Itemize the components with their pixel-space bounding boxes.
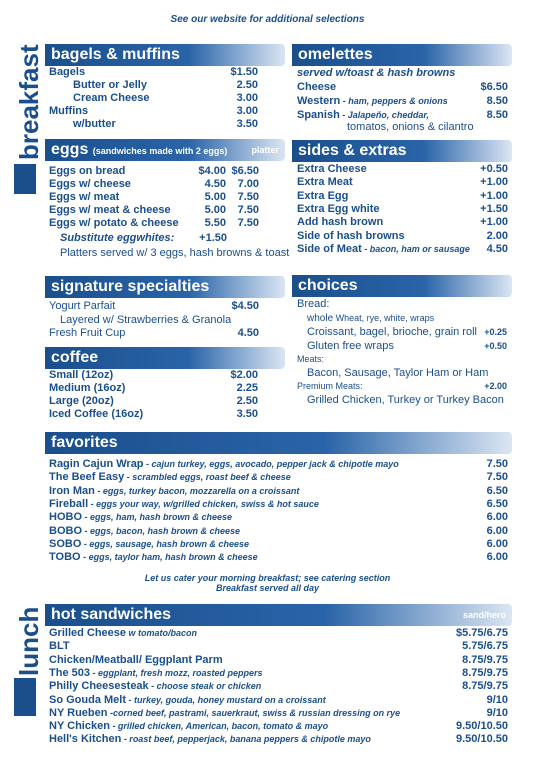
bagels-title: bagels & muffins — [51, 46, 180, 63]
item-label: Small (12oz) — [49, 369, 114, 381]
item-description: - bacon, ham or sausage — [361, 243, 470, 254]
list-item — [49, 382, 125, 395]
favorites-title: favorites — [51, 434, 118, 451]
item-label: Cream Cheese — [73, 92, 150, 104]
item-label: SOBO — [49, 537, 82, 550]
list-item — [49, 79, 147, 92]
sides-header — [292, 140, 512, 162]
item-label: Iron Man — [49, 484, 95, 497]
bread-options-1: whole Wheat, rye, white, wraps — [307, 313, 435, 324]
item-description: - grilled chicken, American, bacon, tomato & mayo — [109, 721, 329, 732]
list-item — [49, 551, 258, 564]
list-item — [297, 230, 405, 243]
premium-meats-price: +2.00 — [484, 381, 507, 391]
item-price: 6.00 — [486, 537, 508, 550]
item-label: Medium (16oz) — [49, 382, 126, 394]
item-price: 4.50 — [204, 178, 226, 190]
item-price: 5.00 — [204, 204, 226, 216]
item-price: 6.00 — [486, 524, 508, 537]
item-description: - choose steak or chicken — [148, 681, 262, 692]
item-price: 3.00 — [236, 92, 258, 104]
item-price: 3.50 — [236, 118, 258, 130]
omelettes-subtitle: served w/toast & hash browns — [297, 67, 456, 79]
list-item — [297, 81, 336, 94]
item-label: Spanish — [297, 109, 340, 121]
item-label: Bagels — [49, 66, 86, 78]
item-label: Eggs w/ meat — [49, 191, 120, 203]
item-price: 2.50 — [236, 79, 258, 91]
item-platter-price: 7.00 — [237, 178, 259, 190]
item-description: - eggs your way, w/grilled chicken, swiss & hot sauce — [88, 498, 319, 509]
list-item — [49, 204, 171, 217]
item-label: Butter or Jelly — [73, 79, 147, 91]
item-label: Ragin Cajun Wrap — [49, 458, 144, 470]
list-item — [297, 203, 380, 216]
item-label: NY Chicken — [49, 720, 110, 733]
item-price: 8.50 — [486, 95, 508, 107]
omelettes-header — [292, 44, 512, 66]
item-label: Large (20oz) — [49, 395, 114, 407]
bread-options-3-price: +0.50 — [484, 341, 507, 351]
fruit-cup-label: Fresh Fruit Cup — [49, 327, 126, 339]
choices-title: choices — [298, 277, 358, 294]
item-price: +1.50 — [480, 202, 508, 215]
served-all-day-note: Breakfast served all day — [215, 583, 320, 593]
item-description: - eggs, ham, hash brown & cheese — [82, 512, 233, 523]
item-platter-price: 7.50 — [237, 204, 259, 216]
item-price: 9/10 — [486, 693, 508, 706]
list-item — [49, 92, 149, 105]
item-label: TOBO — [49, 551, 81, 564]
hot-sandwiches-title: hot sandwiches — [51, 606, 172, 623]
item-price: 7.50 — [486, 458, 508, 470]
item-label: w/butter — [73, 118, 116, 130]
item-price: 8.75/9.75 — [462, 653, 508, 666]
list-item — [49, 654, 223, 667]
list-item — [49, 525, 240, 538]
item-price: 2.25 — [236, 382, 258, 394]
bread-options-3: Gluten free wraps — [307, 340, 394, 352]
favorites-header — [45, 432, 512, 454]
item-platter-price: 7.50 — [237, 191, 259, 203]
top-note: See our website for additional selections — [170, 14, 365, 25]
lunch-tab-marker — [14, 678, 36, 716]
item-price: 9.50/10.50 — [456, 733, 508, 746]
breakfast-tab-marker — [14, 164, 36, 194]
item-label: Hell's Kitchen — [49, 733, 122, 746]
item-description: -corned beef, pastrami, sauerkraut, swiss & russian dressing on rye — [107, 707, 401, 718]
list-item — [49, 627, 197, 640]
item-label: Eggs w/ potato & cheese — [49, 217, 179, 229]
list-item — [297, 176, 353, 189]
item-label: So Gouda Melt — [49, 693, 126, 706]
item-description: - Jalapeño, cheddar, — [339, 110, 429, 120]
list-item — [49, 105, 88, 118]
item-label: Extra Meat — [297, 176, 353, 189]
signature-header — [45, 276, 285, 298]
item-label: BLT — [49, 640, 70, 653]
item-price: 5.75/6.75 — [462, 640, 508, 653]
list-item — [297, 243, 470, 256]
item-price: 2.50 — [236, 395, 258, 407]
list-item — [49, 178, 131, 191]
bread-label: Bread: — [297, 298, 330, 310]
item-description: - eggs, turkey bacon, mozzarella on a croissant — [94, 485, 300, 496]
sides-title: sides & extras — [298, 142, 407, 159]
list-item — [49, 498, 319, 511]
item-label: HOBO — [49, 511, 82, 524]
eggs-header — [45, 139, 285, 161]
item-price: $4.00 — [198, 165, 226, 177]
item-label: Eggs w/ cheese — [49, 178, 131, 190]
list-item — [49, 471, 291, 484]
list-item — [297, 216, 383, 229]
item-description: - eggs, sausage, hash brown & cheese — [81, 538, 249, 549]
hot-sandwiches-header — [45, 604, 512, 626]
item-label: Philly Cheesesteak — [49, 680, 149, 693]
item-label: Western — [297, 95, 341, 107]
item-label: Eggs on bread — [49, 165, 126, 177]
item-price: +1.00 — [480, 216, 508, 229]
item-price: 5.50 — [204, 217, 226, 229]
item-label: Muffins — [49, 105, 89, 117]
item-price: 6.50 — [486, 484, 508, 497]
list-item — [49, 680, 261, 693]
list-item — [49, 694, 326, 707]
item-description: - scrambled eggs, roast beef & cheese — [124, 472, 291, 483]
item-price: 5.00 — [204, 191, 226, 203]
omelettes-title: omelettes — [298, 46, 373, 63]
item-label: Fireball — [49, 497, 89, 510]
item-description: - eggplant, fresh mozz, roasted peppers — [89, 667, 263, 678]
list-item — [49, 720, 328, 733]
coffee-title: coffee — [51, 349, 99, 366]
list-item — [49, 458, 399, 471]
bread-options-2-price: +0.25 — [484, 327, 507, 337]
list-item — [49, 395, 114, 408]
item-label: BOBO — [49, 524, 82, 537]
item-price: $6.50 — [480, 81, 508, 93]
item-label: Add hash brown — [297, 216, 384, 229]
list-item — [297, 95, 448, 108]
item-price: 9.50/10.50 — [456, 720, 508, 733]
parfait-note: Layered w/ Strawberries & Granola — [60, 314, 232, 326]
choices-header — [292, 275, 512, 297]
item-label: Side of hash browns — [297, 229, 405, 242]
bagels-header — [45, 44, 285, 66]
platter-column-label: platter — [251, 145, 279, 155]
item-price: 6.50 — [486, 497, 508, 510]
item-label: Grilled Cheese — [49, 627, 127, 639]
item-price: +1.00 — [480, 176, 508, 189]
list-item — [49, 408, 143, 421]
item-description: - roast beef, pepperjack, banana peppers & chipotle mayo — [121, 734, 371, 745]
list-item — [49, 485, 299, 498]
item-label: Extra Egg — [297, 189, 349, 202]
item-label: Iced Coffee (16oz) — [49, 408, 144, 420]
list-item — [49, 118, 116, 131]
list-item — [49, 640, 70, 653]
signature-title: signature specialties — [51, 278, 210, 295]
item-price: $5.75/6.75 — [456, 627, 508, 639]
item-label: Side of Meat — [297, 242, 362, 255]
item-label: The Beef Easy — [49, 471, 125, 484]
item-price: 7.50 — [486, 471, 508, 484]
item-label: Extra Cheese — [297, 163, 367, 175]
item-price: $2.00 — [230, 369, 258, 381]
item-label: Eggs w/ meat & cheese — [49, 204, 171, 216]
item-description: - eggs, bacon, hash brown & cheese — [82, 525, 241, 536]
item-description: - ham, peppers & onions — [340, 96, 448, 106]
list-item — [49, 369, 113, 382]
item-price: 8.75/9.75 — [462, 666, 508, 679]
eggs-subtitle: (sandwiches made with 2 eggs) — [92, 146, 228, 156]
spanish-omelette-desc-cont: tomatos, onions & cilantro — [347, 121, 474, 133]
item-price: 6.00 — [486, 511, 508, 524]
item-label: Extra Egg white — [297, 202, 380, 215]
yogurt-parfait-label: Yogurt Parfait — [49, 300, 116, 312]
list-item — [297, 163, 367, 176]
premium-meats-label: Premium Meats: — [297, 381, 363, 391]
item-platter-price: 7.50 — [237, 217, 259, 229]
item-label: Chicken/Meatball/ Eggplant Parm — [49, 653, 223, 666]
list-item — [49, 511, 232, 524]
item-description: - turkey, gouda, honey mustard on a croissant — [126, 694, 326, 705]
item-price: 4.50 — [486, 242, 508, 255]
yogurt-parfait-price: $4.50 — [231, 300, 259, 312]
catering-note: Let us cater your morning breakfast; see catering section — [144, 573, 391, 583]
breakfast-side-label: breakfast — [14, 44, 44, 160]
meats-options: Bacon, Sausage, Taylor Ham or Ham — [307, 367, 489, 379]
item-price: 2.00 — [486, 229, 508, 242]
item-description: - eggs, taylor ham, hash brown & cheese — [80, 552, 258, 563]
coffee-header — [45, 347, 285, 369]
list-item — [297, 190, 348, 203]
item-price: 3.00 — [236, 105, 258, 117]
item-label: NY Rueben — [49, 706, 108, 719]
item-price: 8.50 — [486, 109, 508, 121]
list-item — [49, 538, 249, 551]
meats-label: Meats: — [297, 354, 325, 364]
sand-hero-column-label: sand/hero — [462, 610, 506, 620]
premium-meats-options: Grilled Chicken, Turkey or Turkey Bacon — [307, 394, 504, 406]
bread-options-2: Croissant, bagel, brioche, grain roll — [307, 326, 477, 338]
item-price: 9/10 — [486, 706, 508, 719]
substitute-eggwhites-price: +1.50 — [199, 232, 227, 244]
eggs-title: eggs — [51, 141, 89, 158]
item-label: The 503 — [49, 666, 90, 679]
substitute-eggwhites-label: Substitute eggwhites: — [60, 232, 175, 244]
item-description: - cajun turkey, eggs, avocado, pepper jack & chipotle mayo — [143, 459, 399, 469]
list-item — [49, 191, 119, 204]
list-item — [49, 733, 371, 746]
item-label: Cheese — [297, 81, 337, 93]
item-price: 6.00 — [486, 551, 508, 564]
list-item — [49, 66, 85, 79]
item-price: +1.00 — [480, 189, 508, 202]
item-price: $1.50 — [230, 66, 258, 78]
platter-note: Platters served w/ 3 eggs, hash browns & toast — [60, 247, 290, 259]
list-item — [49, 707, 400, 720]
fruit-cup-price: 4.50 — [237, 327, 259, 339]
item-price: 8.75/9.75 — [462, 680, 508, 693]
item-platter-price: $6.50 — [231, 165, 259, 177]
list-item — [49, 165, 125, 178]
item-price: 3.50 — [236, 408, 258, 420]
list-item — [49, 217, 179, 230]
item-price: +0.50 — [480, 163, 508, 175]
list-item — [49, 667, 263, 680]
item-description: w tomato/bacon — [126, 628, 198, 638]
lunch-side-label: lunch — [14, 606, 44, 676]
